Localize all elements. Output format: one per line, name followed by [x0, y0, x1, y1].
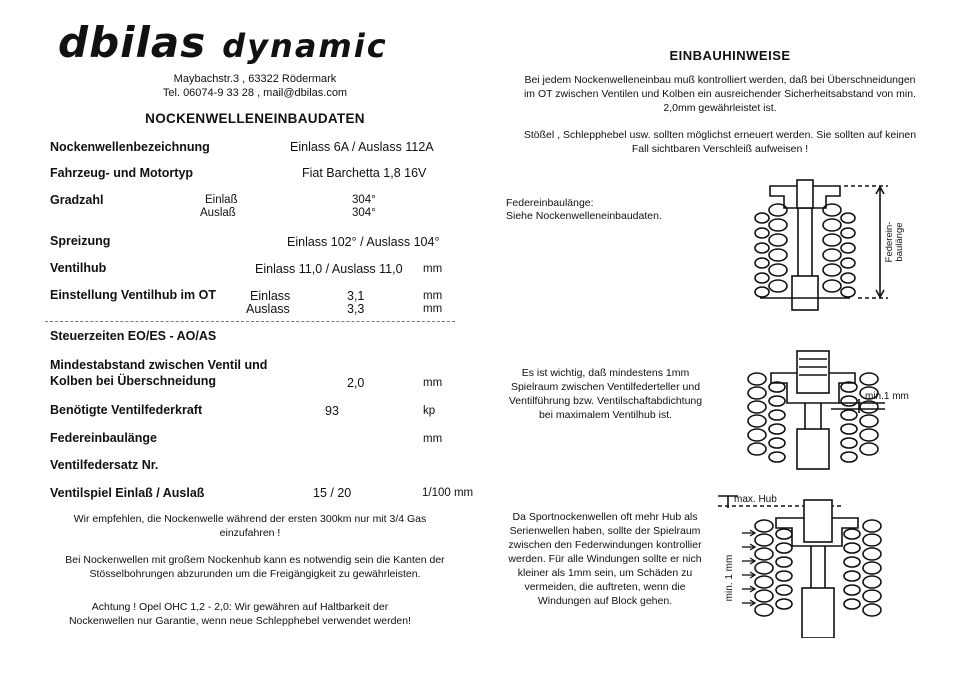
row-einstellung-sub2: Auslass: [246, 302, 290, 316]
row-federkraft-label: Benötigte Ventilfederkraft: [50, 403, 203, 417]
fig2-text-line4: bei maximalem Ventilhub ist.: [538, 409, 673, 421]
row-federkraft-value: 93: [325, 404, 339, 418]
row-einstellung-label: Einstellung Ventilhub im OT: [50, 288, 216, 302]
right-title: EINBAUHINWEISE: [669, 48, 791, 63]
valve-spring-length-diagram: [740, 178, 910, 313]
row-einstellung-val2: 3,3: [347, 302, 365, 316]
row-ventilhub-value: Einlass 11,0 / Auslass 11,0: [255, 262, 403, 276]
row-bezeichnung-label: Nockenwellenbezeichnung: [50, 140, 210, 154]
fig2-clearance-label: min.1 mm: [865, 391, 909, 402]
row-ventilhub-unit: mm: [423, 263, 443, 275]
row-federkraft-unit: kp: [423, 405, 436, 417]
row-mindestabstand-label2: Kolben bei Überschneidung: [50, 374, 216, 388]
fig2-text-line3: Ventilführung bzw. Ventilschaftabdichtung: [508, 395, 703, 407]
row-ventilspiel-unit: 1/100 mm: [422, 487, 474, 499]
row-mindestabstand-label1: Mindestabstand zwischen Ventil und: [50, 358, 268, 372]
row-gradzahl-sub1: Einlaß: [205, 194, 238, 206]
contact-line: Tel. 06074-9 33 28 , mail@dbilas.com: [162, 87, 348, 99]
note-einfahren-line1: Wir empfehlen, die Nockenwelle während der ersten 300km nur mit 3/4 Gas: [73, 513, 427, 525]
para-sicherheitsabstand-line1: Bei jedem Nockenwelleneinbau muß kontrolliert werden, daß bei Überschneidungen: [524, 74, 916, 86]
row-gradzahl-sub2: Auslaß: [200, 207, 236, 219]
row-steuerzeiten-label: Steuerzeiten EO/ES - AO/AS: [50, 329, 217, 343]
row-federsatz-label: Ventilfedersatz Nr.: [50, 458, 159, 472]
fig3-text-line5: kleiner als 1mm sein, um Schäden zu: [517, 567, 693, 579]
row-federlaenge-label: Federeinbaulänge: [50, 431, 157, 445]
fig1-dimension-label-line1: Federein-: [884, 221, 895, 263]
fig3-max-lift-label: max. Hub: [734, 494, 777, 505]
address-line: Maybachstr.3 , 63322 Rödermark: [173, 73, 337, 85]
separator-line: [45, 321, 455, 322]
row-einstellung-sub1: Einlass: [250, 289, 291, 303]
row-fahrzeug-value: Fiat Barchetta 1,8 16V: [302, 166, 427, 180]
row-ventilspiel-value: 15 / 20: [313, 486, 352, 500]
fig1-dimension-label-line2: baulänge: [894, 222, 905, 262]
para-sicherheitsabstand-line2: im OT zwischen Ventilen und Kolben ein ausreichender Sicherheitsabstand von min.: [523, 88, 917, 100]
para-verschleiss-line2: Fall sichtbaren Verschleiß aufweisen !: [631, 143, 809, 155]
row-einstellung-unit1: mm: [423, 290, 443, 302]
brand-subtitle: dynamic: [222, 27, 388, 65]
para-verschleiss-line1: Stößel , Schlepphebel usw. sollten möglichst erneuert werden. Sie sollten auf keinen: [523, 129, 917, 141]
row-federlaenge-unit: mm: [423, 433, 443, 445]
fig3-text-line3: zwischen den Federwindungen kontrollier: [508, 539, 702, 551]
row-bezeichnung-value: Einlass 6A / Auslass 112A: [290, 140, 434, 154]
row-mindestabstand-value: 2,0: [347, 376, 365, 390]
note-nockenhub-line1: Bei Nockenwellen mit großem Nockenhub kann es notwendig sein die Kanten der: [65, 554, 445, 566]
row-ventilhub-label: Ventilhub: [50, 261, 107, 275]
fig3-text-line2: Serienwellen haben, sollte der Spielraum: [509, 525, 701, 537]
note-einfahren-line2: einzufahren !: [219, 527, 281, 539]
note-opel-line2: Nockenwellen nur Garantie, wenn neue Schlepphebel verwendet werden!: [68, 615, 412, 627]
fig3-text-line1: Da Sportnockenwellen oft mehr Hub als: [512, 511, 698, 523]
company-logo: [58, 18, 388, 67]
row-mindestabstand-unit: mm: [423, 377, 443, 389]
fig3-coil-gap-label: min. 1 mm: [724, 554, 735, 602]
row-ventilspiel-label: Ventilspiel Einlaß / Auslaß: [50, 486, 205, 500]
row-gradzahl-val1: 304°: [352, 194, 376, 206]
fig2-text-line1: Es ist wichtig, daß mindestens 1mm: [521, 367, 690, 379]
note-nockenhub-line2: Stösselbohrungen abzurunden um die Freigängigkeit zu gewährleisten.: [89, 568, 421, 580]
fig2-text-line2: Spielraum zwischen Ventilfederteller und: [510, 381, 701, 393]
row-fahrzeug-label: Fahrzeug- und Motortyp: [50, 166, 194, 180]
fig3-text-line4: werden. Für alle Windungen sollte er nich: [508, 553, 702, 565]
brand-name: dbilas: [58, 18, 207, 67]
note-opel-line1: Achtung ! Opel OHC 1,2 - 2,0: Wir gewähren auf Haltbarkeit der: [91, 601, 389, 613]
row-spreizung-label: Spreizung: [50, 234, 111, 248]
fig3-text-line7: Windungen auf Block gehen.: [537, 595, 673, 607]
coil-clearance-diagram: [712, 488, 922, 638]
fig1-text-line1: Federeinbaulänge:: [506, 197, 594, 209]
row-spreizung-value: Einlass 102° / Auslass 104°: [287, 235, 440, 249]
row-einstellung-unit2: mm: [423, 303, 443, 315]
row-gradzahl-label: Gradzahl: [50, 193, 104, 207]
left-title: NOCKENWELLENEINBAUDATEN: [145, 111, 365, 126]
fig1-text-line2: Siehe Nockenwelleneinbaudaten.: [506, 210, 662, 222]
row-einstellung-val1: 3,1: [347, 289, 365, 303]
retainer-clearance-diagram: [735, 345, 950, 470]
row-gradzahl-val2: 304°: [352, 207, 376, 219]
fig3-text-line6: vermeiden, die auftreten, wenn die: [524, 581, 686, 593]
para-sicherheitsabstand-line3: 2,0mm gewährleistet ist.: [663, 102, 777, 114]
